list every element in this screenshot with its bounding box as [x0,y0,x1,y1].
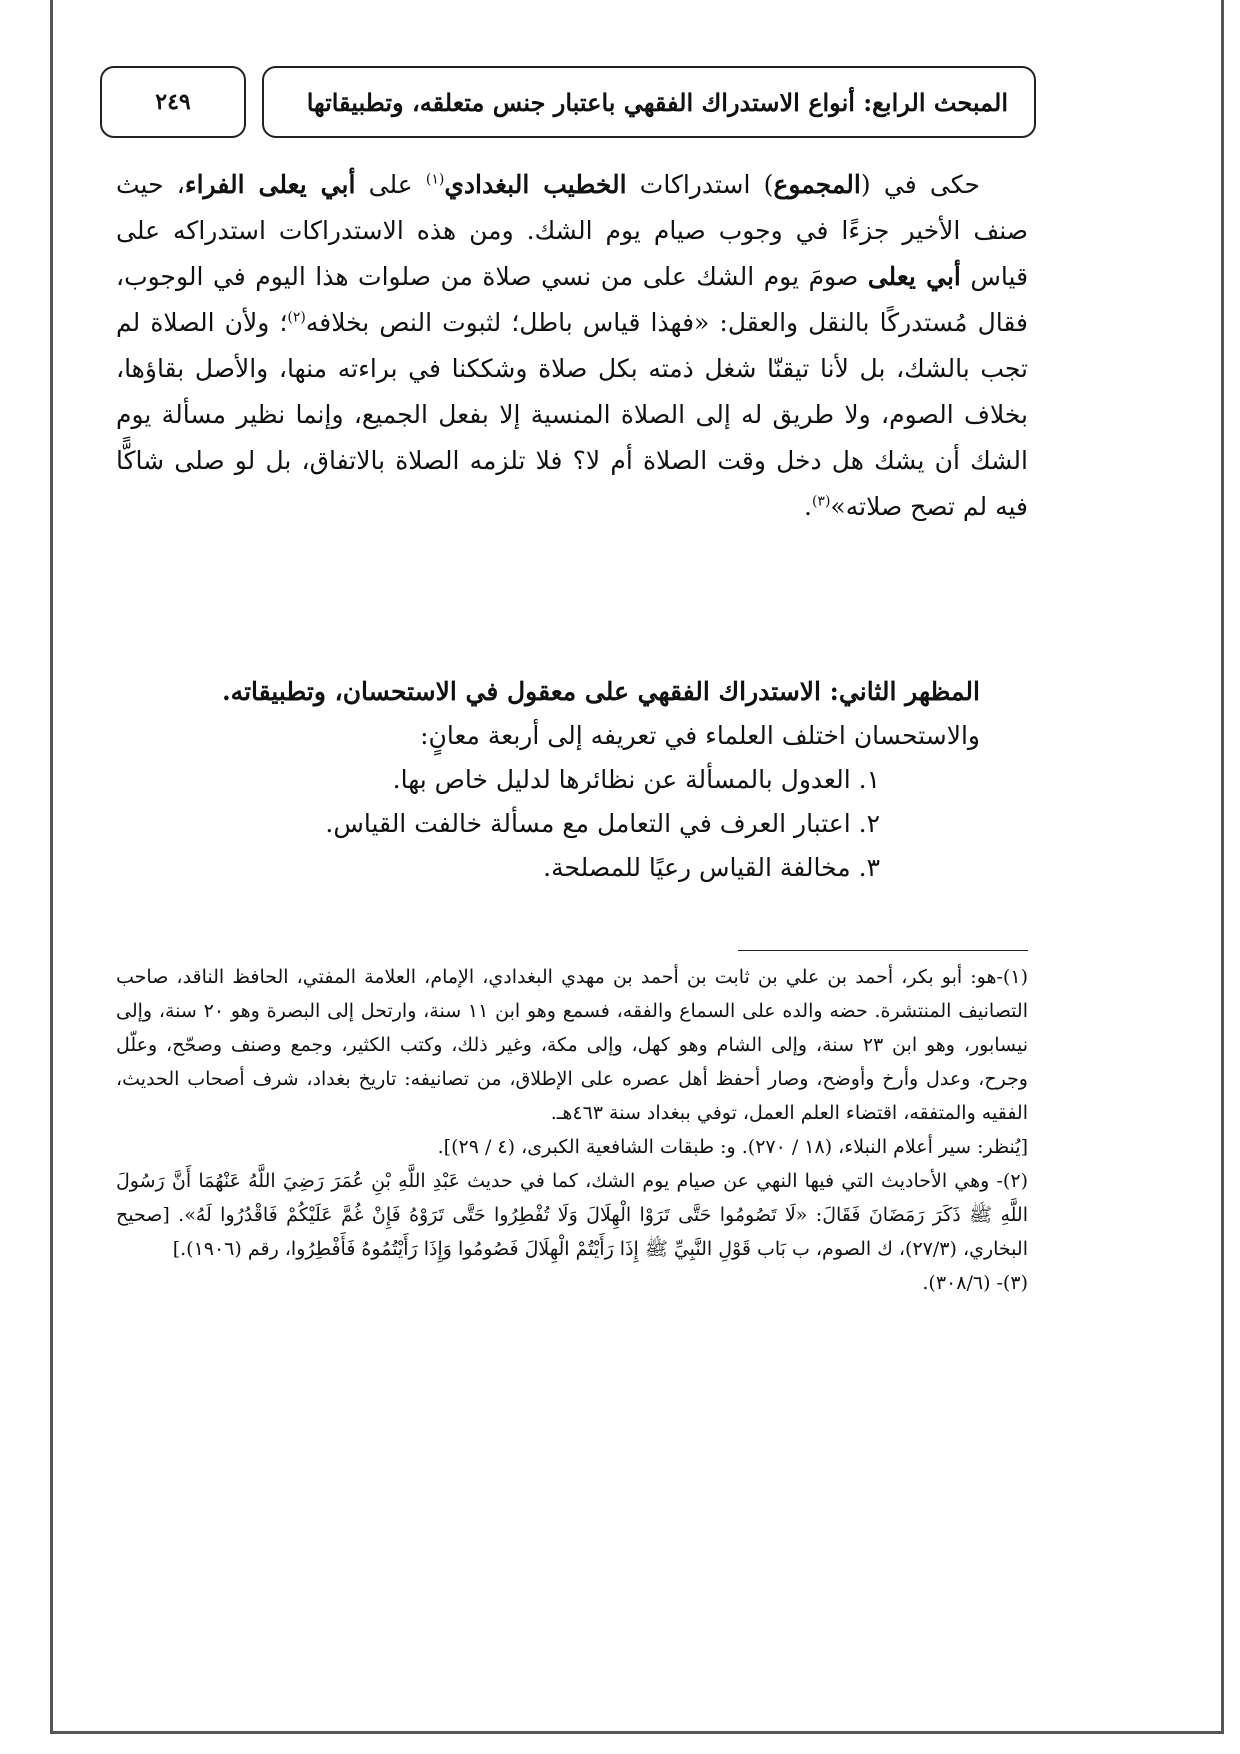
list-item: ٢. اعتبار العرف في التعامل مع مسألة خالفت القياس. [325,809,880,838]
section-heading-text: : الاستدراك الفقهي على معقول في الاستحسان، وتطبيقاته. [221,677,839,706]
footnote-3: (٣)- (٣٠٨/٦). [922,1272,1028,1294]
list-item: ١. العدول بالمسألة عن نظائرها لدليل خاص بها. [392,765,880,794]
main-text [116,162,1028,530]
text-run: على [355,170,426,199]
section-istihsan [116,670,1028,890]
running-header-title: المبحث الرابع: أنواع الاستدراك الفقهي باعتبار جنس متعلقه، وتطبيقاتها [306,87,1008,117]
text-run: . [804,492,812,521]
footnote-separator [738,950,1028,951]
footnote-marker-2[interactable]: (٢) [287,309,306,326]
footnote-1-reference: [يُنظر: سير أعلام النبلاء، (١٨ / ٢٧٠). و: طبقات الشافعية الكبرى، (٤ / ٢٩)]. [437,1136,1028,1158]
text-run: حكى في ( [860,170,980,199]
footnote-marker-3[interactable]: (٣) [811,493,831,510]
running-header-title-box [262,66,1036,138]
book-title-majmu: المجموع [773,170,861,199]
page-number: ٢٤٩ [155,89,191,115]
text-run: صومَ يوم الشك على من نسي صلاة من صلوات هذا اليوم في الوجوب، فقال مُستدركًا بالنقل والعقل: «فهذا قياس باطل؛ لثبوت النص بخلافه [116,262,1028,337]
footnotes [116,960,1028,1300]
section-heading-label: المظهر الثاني [838,677,980,706]
footnote-2: (٢)- وهي الأحاديث التي فيها النهي عن صيام يوم الشك، كما في حديث عَبْدِ اللَّهِ بْنِ عُمَرَ رَضِيَ اللَّهُ عَنْهُمَا أَنَّ رَسُولَ اللَّهِ ﷺ ذَكَرَ رَمَضَانَ فَقَالَ: «لَا تَصُومُوا حَتَّى تَرَوْا الْهِلَالَ وَلَا تُفْطِرُوا حَتَّى تَرَوْهُ فَإِنْ غُمَّ عَلَيْكُمْ فَاقْدُرُوا لَهُ». [صحيح البخاري، (٢٧/٣)، ك الصوم، ب بَاب قَوْلِ النَّبِيِّ ﷺ إِذَا رَأَيْتُمْ الْهِلَالَ فَصُومُوا وَإِذَا رَأَيْتُمُوهُ فَأَفْطِرُوا، رقم (١٩٠٦).] [116,1170,1028,1260]
name-abu-yala: أبي يعلى [867,262,961,291]
text-run: ، حيث صنف الأخير جزءًا في وجوب صيام يوم الشك. ومن هذه الاستدراكات استدراكه على قياس [116,170,1029,291]
footnote-marker-1[interactable]: (١) [425,171,445,188]
section-intro: والاستحسان اختلف العلماء في تعريفه إلى أربعة معانٍ: [420,721,980,750]
footnote-1: (١)-هو: أبو بكر، أحمد بن علي بن ثابت بن أحمد بن مهدي البغدادي، الإمام، العلامة المفتي، الحافظ الناقد، صاحب التصانيف المنتشرة. حضه والده على السماع والفقه، فسمع وهو ابن ١١ سنة، وارتحل إلى البصرة وهو ٢٠ سنة، وإلى نيسابور، وهو ابن ٢٣ سنة، وإلى الشام وهو كهل، وإلى مكة، وغير ذلك، وكتب الكثير، وجمع وصنف وصحّح، وعلّل وجرح، وعدل وأرخ وأوضح، وصار أحفظ أهل عصره على الإطلاق، من تصانيفه: تاريخ بغداد، شرف أصحاب الحديث، الفقيه والمتفقه، اقتضاء العلم العمل، توفي ببغداد سنة ٤٦٣هـ. [116,966,1028,1124]
name-abu-yala-farra: أبي يعلى الفراء [184,170,356,199]
body-paragraph [116,162,1028,530]
list-item: ٣. مخالفة القياس رعيًا للمصلحة. [543,853,880,882]
page-number-box [100,66,246,138]
text-run: ) استدراكات [626,170,774,199]
text-run: ؛ ولأن الصلاة لم تجب بالشك، بل لأنا تيقنّا شغل ذمته بكل صلاة وشككنا في براءته منها، والأصل بقاؤها، بخلاف الصوم، ولا طريق له إلى الصلاة المنسية إلا بفعل الجميع، وإنما نظير مسألة يوم الشك أن يشك هل دخل وقت الصلاة أم لا؟ فلا تلزمه الصلاة بالاتفاق، بل لو صلى شاكًّا فيه لم تصح صلاته» [116,308,1028,521]
definitions-list [116,758,1028,890]
name-khatib-baghdadi: الخطيب البغدادي [444,170,627,199]
section-heading [116,670,1028,714]
